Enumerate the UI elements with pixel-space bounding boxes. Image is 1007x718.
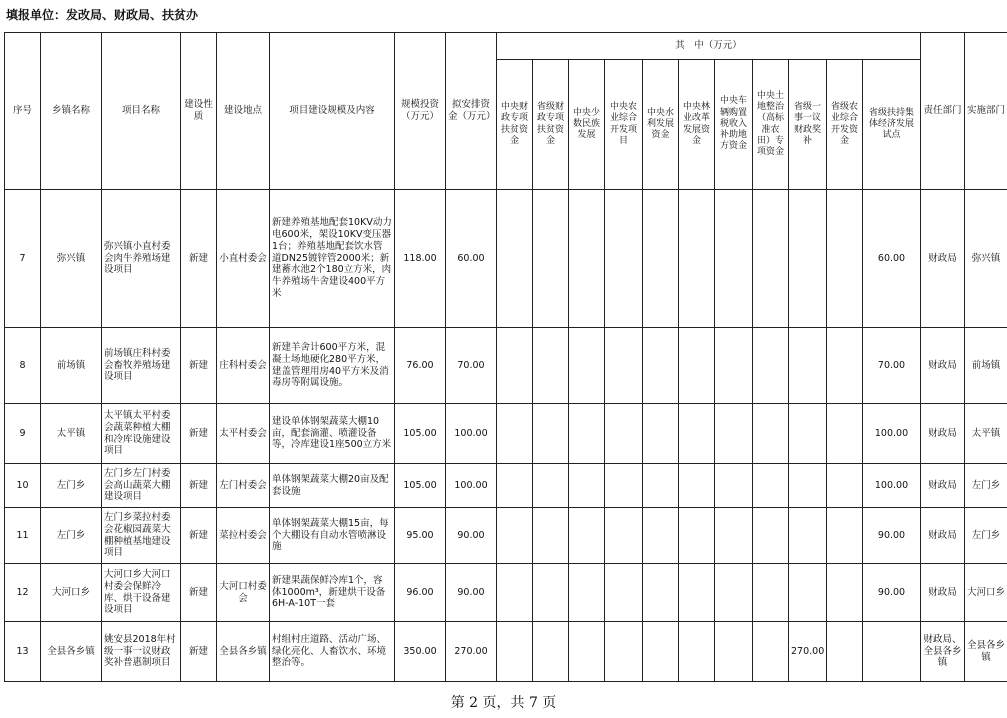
row-seq: 10 (5, 464, 41, 508)
row-sub-9 (789, 190, 827, 328)
header-sub-8: 中央土地整治（高标准农田）专项资金 (753, 60, 789, 190)
row-town: 左门乡 (41, 464, 102, 508)
row-planned-funds: 100.00 (446, 464, 497, 508)
row-site: 庄科村委会 (217, 328, 270, 404)
header-resp-dept: 责任部门 (921, 33, 965, 190)
row-resp-dept: 财政局 (921, 328, 965, 404)
row-nature: 新建 (181, 190, 217, 328)
header-seq: 序号 (5, 33, 41, 190)
row-seq: 12 (5, 564, 41, 622)
row-impl-dept: 左门乡 (965, 508, 1007, 564)
row-sub-9 (789, 404, 827, 464)
row-sub-6 (679, 328, 715, 404)
header-sub-3: 中央少数民族发展 (569, 60, 605, 190)
row-impl-dept: 弥兴镇 (965, 190, 1007, 328)
row-sub-4 (605, 328, 643, 404)
table-row (5, 622, 1007, 682)
header-sub-4: 中央农业综合开发项目 (605, 60, 643, 190)
header-planned-funds: 拟安排资金（万元） (446, 33, 497, 190)
row-sub-2 (533, 464, 569, 508)
row-sub-7 (715, 564, 753, 622)
row-sub-7 (715, 464, 753, 508)
row-sub-9 (789, 464, 827, 508)
row-sub-2 (533, 328, 569, 404)
row-sub-6 (679, 508, 715, 564)
row-project: 姚安县2018年村级一事一议财政奖补普惠制项目 (102, 622, 181, 682)
row-content: 新建养殖基地配套10KV动力电600米，架设10KV变压器1台；养殖基地配套饮水管道DN25镀锌管2000米；新建蓄水池2个180立方米，肉牛养殖场牛舍建设400平方米 (270, 190, 395, 328)
row-town: 前场镇 (41, 328, 102, 404)
row-sub-3 (569, 508, 605, 564)
row-sub-2 (533, 564, 569, 622)
row-sub-8 (753, 404, 789, 464)
row-impl-dept: 前场镇 (965, 328, 1007, 404)
row-planned-funds: 270.00 (446, 622, 497, 682)
row-sub-9: 270.00 (789, 622, 827, 682)
row-project: 弥兴镇小直村委会肉牛养殖场建设项目 (102, 190, 181, 328)
row-nature: 新建 (181, 328, 217, 404)
row-sub-10 (827, 508, 863, 564)
table-row (5, 190, 1007, 328)
row-sub-5 (643, 404, 679, 464)
row-nature: 新建 (181, 508, 217, 564)
row-content: 新建羊舍计600平方米，混凝土场地硬化280平方米，建盖管理用房40平方米及消毒房等附属设施。 (270, 328, 395, 404)
row-sub-8 (753, 622, 789, 682)
row-town: 全县各乡镇 (41, 622, 102, 682)
row-sub-1 (497, 328, 533, 404)
row-sub-1 (497, 508, 533, 564)
row-sub-5 (643, 190, 679, 328)
row-sub-3 (569, 564, 605, 622)
row-impl-dept: 太平镇 (965, 404, 1007, 464)
row-sub-6 (679, 404, 715, 464)
row-sub-10 (827, 404, 863, 464)
row-planned-funds: 90.00 (446, 564, 497, 622)
row-site: 左门村委会 (217, 464, 270, 508)
row-project: 太平镇太平村委会蔬菜种植大棚和冷库设施建设项目 (102, 404, 181, 464)
row-sub-4 (605, 404, 643, 464)
row-planned-funds: 100.00 (446, 404, 497, 464)
page-footer: 第 2 页，共 7 页 (450, 695, 557, 711)
row-sub-11: 100.00 (863, 404, 921, 464)
row-sub-11 (863, 622, 921, 682)
header-sub-6: 中央林业改革发展资金 (679, 60, 715, 190)
row-sub-2 (533, 622, 569, 682)
header-town: 乡镇名称 (41, 33, 102, 190)
row-sub-6 (679, 464, 715, 508)
row-content: 村组村庄道路、活动广场、绿化亮化、人畜饮水、环境整治等。 (270, 622, 395, 682)
project-table (4, 32, 1007, 682)
row-sub-6 (679, 190, 715, 328)
row-scale-invest: 95.00 (395, 508, 446, 564)
row-sub-9 (789, 328, 827, 404)
row-town: 太平镇 (41, 404, 102, 464)
header-sub-9: 省级一事一议财政奖补 (789, 60, 827, 190)
row-impl-dept: 大河口乡 (965, 564, 1007, 622)
row-nature: 新建 (181, 622, 217, 682)
row-content: 单体钢架蔬菜大棚20亩及配套设施 (270, 464, 395, 508)
row-sub-11: 100.00 (863, 464, 921, 508)
row-sub-3 (569, 464, 605, 508)
row-content: 建设单体钢架蔬菜大棚10亩，配套滴灌、喷灌设备等，冷库建设1座500立方米 (270, 404, 395, 464)
row-scale-invest: 96.00 (395, 564, 446, 622)
header-sub-11: 省级扶持集体经济发展试点 (863, 60, 921, 190)
row-planned-funds: 70.00 (446, 328, 497, 404)
row-sub-5 (643, 328, 679, 404)
row-site: 全县各乡镇 (217, 622, 270, 682)
row-sub-2 (533, 190, 569, 328)
row-seq: 9 (5, 404, 41, 464)
row-sub-11: 70.00 (863, 328, 921, 404)
table-row (5, 328, 1007, 404)
row-seq: 8 (5, 328, 41, 404)
header-sub-1: 中央财政专项扶贫资金 (497, 60, 533, 190)
row-sub-3 (569, 622, 605, 682)
row-nature: 新建 (181, 464, 217, 508)
row-sub-10 (827, 564, 863, 622)
row-sub-4 (605, 508, 643, 564)
header-scale-invest: 规模投资（万元） (395, 33, 446, 190)
row-scale-invest: 350.00 (395, 622, 446, 682)
row-sub-1 (497, 190, 533, 328)
header-of-which: 其 中（万元） (497, 33, 921, 60)
row-resp-dept: 财政局 (921, 508, 965, 564)
row-sub-10 (827, 328, 863, 404)
row-sub-10 (827, 622, 863, 682)
row-sub-4 (605, 464, 643, 508)
row-sub-8 (753, 328, 789, 404)
row-sub-3 (569, 328, 605, 404)
header-sub-10: 省级农业综合开发资金 (827, 60, 863, 190)
header-sub-2: 省级财政专项扶贫资金 (533, 60, 569, 190)
row-sub-8 (753, 564, 789, 622)
row-impl-dept: 全县各乡镇 (965, 622, 1007, 682)
row-sub-11: 90.00 (863, 508, 921, 564)
row-sub-10 (827, 190, 863, 328)
row-sub-2 (533, 508, 569, 564)
row-site: 菜拉村委会 (217, 508, 270, 564)
row-scale-invest: 105.00 (395, 464, 446, 508)
row-scale-invest: 76.00 (395, 328, 446, 404)
row-nature: 新建 (181, 564, 217, 622)
row-seq: 7 (5, 190, 41, 328)
row-scale-invest: 105.00 (395, 404, 446, 464)
row-scale-invest: 118.00 (395, 190, 446, 328)
row-resp-dept: 财政局 (921, 190, 965, 328)
row-sub-8 (753, 464, 789, 508)
row-sub-3 (569, 404, 605, 464)
row-town: 大河口乡 (41, 564, 102, 622)
row-project: 前场镇庄科村委会畜牧养殖场建设项目 (102, 328, 181, 404)
row-sub-4 (605, 190, 643, 328)
row-content: 单体钢架蔬菜大棚15亩，每个大棚设有自动水管喷淋设施 (270, 508, 395, 564)
row-town: 弥兴镇 (41, 190, 102, 328)
row-site: 太平村委会 (217, 404, 270, 464)
header-project: 项目名称 (102, 33, 181, 190)
row-sub-10 (827, 464, 863, 508)
row-seq: 11 (5, 508, 41, 564)
row-resp-dept: 财政局 (921, 564, 965, 622)
row-seq: 13 (5, 622, 41, 682)
reporting-unit: 填报单位：发改局、财政局、扶贫办 (6, 8, 199, 22)
row-nature: 新建 (181, 404, 217, 464)
row-project: 左门乡左门村委会高山蔬菜大棚建设项目 (102, 464, 181, 508)
row-sub-4 (605, 622, 643, 682)
table-row (5, 404, 1007, 464)
row-sub-3 (569, 190, 605, 328)
table-row (5, 564, 1007, 622)
row-project: 左门乡菜拉村委会花椒园蔬菜大棚种植基地建设项目 (102, 508, 181, 564)
row-sub-11: 90.00 (863, 564, 921, 622)
row-sub-1 (497, 564, 533, 622)
row-sub-4 (605, 564, 643, 622)
row-sub-5 (643, 564, 679, 622)
header-sub-5: 中央水利发展资金 (643, 60, 679, 190)
row-sub-1 (497, 622, 533, 682)
row-sub-6 (679, 564, 715, 622)
row-resp-dept: 财政局 (921, 404, 965, 464)
row-project: 大河口乡大河口村委会保鲜冷库、烘干设备建设项目 (102, 564, 181, 622)
row-resp-dept: 财政局 (921, 464, 965, 508)
row-sub-1 (497, 404, 533, 464)
row-sub-7 (715, 404, 753, 464)
header-content: 项目建设规模及内容 (270, 33, 395, 190)
row-planned-funds: 60.00 (446, 190, 497, 328)
header-sub-7: 中央车辆购置税收入补助地方资金 (715, 60, 753, 190)
row-town: 左门乡 (41, 508, 102, 564)
header-site: 建设地点 (217, 33, 270, 190)
row-sub-7 (715, 328, 753, 404)
row-planned-funds: 90.00 (446, 508, 497, 564)
row-sub-9 (789, 508, 827, 564)
table-row (5, 464, 1007, 508)
row-sub-9 (789, 564, 827, 622)
header-nature: 建设性质 (181, 33, 217, 190)
row-sub-5 (643, 464, 679, 508)
row-sub-1 (497, 464, 533, 508)
row-sub-8 (753, 190, 789, 328)
row-sub-5 (643, 508, 679, 564)
row-content: 新建果蔬保鲜冷库1个，容体1000m³，新建烘干设备6H-A-10T一套 (270, 564, 395, 622)
row-sub-2 (533, 404, 569, 464)
row-site: 小直村委会 (217, 190, 270, 328)
table-row (5, 508, 1007, 564)
row-impl-dept: 左门乡 (965, 464, 1007, 508)
row-sub-7 (715, 622, 753, 682)
row-resp-dept: 财政局、全县各乡镇 (921, 622, 965, 682)
row-sub-6 (679, 622, 715, 682)
row-sub-7 (715, 508, 753, 564)
row-sub-8 (753, 508, 789, 564)
row-sub-7 (715, 190, 753, 328)
row-sub-5 (643, 622, 679, 682)
row-sub-11: 60.00 (863, 190, 921, 328)
row-site: 大河口村委会 (217, 564, 270, 622)
header-impl-dept: 实施部门 (965, 33, 1007, 190)
